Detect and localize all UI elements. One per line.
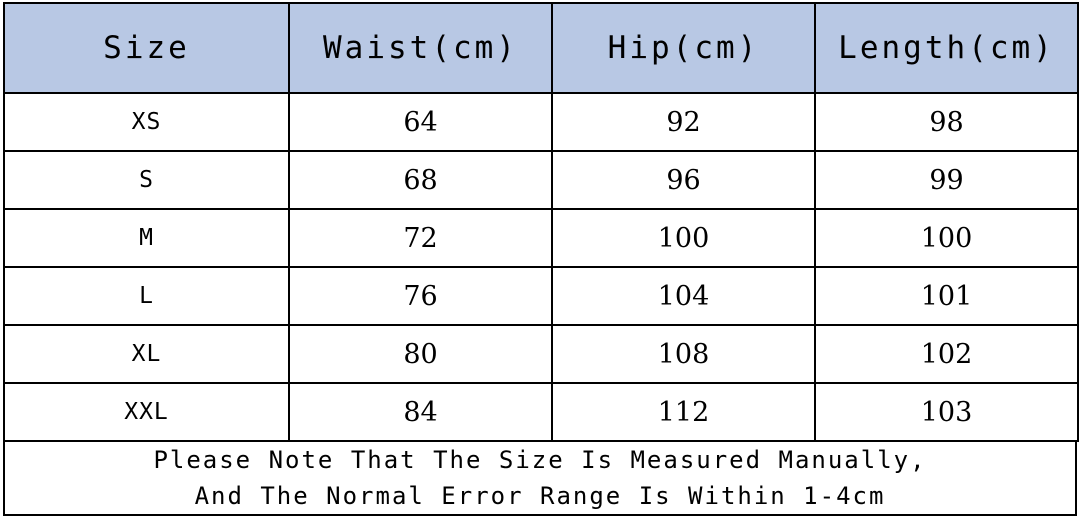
cell-length: 98 [815,93,1078,151]
cell-waist: 64 [289,93,552,151]
table-row [4,267,1078,325]
column-header-length: Length(cm) [815,3,1078,93]
cell-hip: 104 [552,267,815,325]
measurement-note [3,442,1077,516]
cell-length: 103 [815,383,1078,441]
column-header-hip: Hip(cm) [552,3,815,93]
note-line-2: And The Normal Error Range Is Within 1-4cm [194,482,886,510]
cell-length: 102 [815,325,1078,383]
cell-size: M [4,209,289,267]
header-row [4,3,1078,93]
cell-hip: 108 [552,325,815,383]
cell-size: XXL [4,383,289,441]
column-header-size: Size [4,3,289,93]
cell-hip: 96 [552,151,815,209]
cell-waist: 76 [289,267,552,325]
table-body [4,93,1078,441]
cell-length: 99 [815,151,1078,209]
cell-waist: 80 [289,325,552,383]
cell-hip: 92 [552,93,815,151]
cell-size: S [4,151,289,209]
cell-hip: 112 [552,383,815,441]
table-row [4,151,1078,209]
note-line-1: Please Note That The Size Is Measured Manually, [153,446,927,474]
cell-hip: 100 [552,209,815,267]
cell-length: 101 [815,267,1078,325]
column-header-waist: Waist(cm) [289,3,552,93]
cell-size: XS [4,93,289,151]
table-row [4,383,1078,441]
cell-waist: 68 [289,151,552,209]
table-row [4,325,1078,383]
table-row [4,209,1078,267]
table-row [4,93,1078,151]
table-header [4,3,1078,93]
cell-waist: 84 [289,383,552,441]
cell-waist: 72 [289,209,552,267]
size-table [3,2,1079,442]
cell-length: 100 [815,209,1078,267]
cell-size: L [4,267,289,325]
cell-size: XL [4,325,289,383]
